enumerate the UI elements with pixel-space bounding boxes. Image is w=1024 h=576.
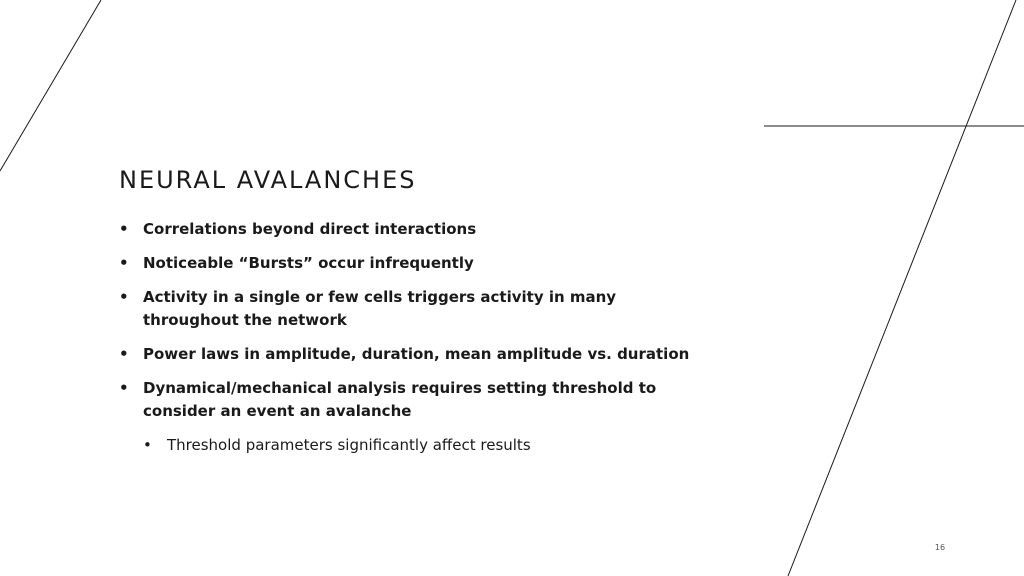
bullet-text: Correlations beyond direct interactions (143, 220, 477, 238)
bullet-dot-icon: • (119, 220, 129, 238)
bullet-text: Noticeable “Bursts” occur infrequently (143, 254, 474, 272)
sub-bullet-item (143, 434, 699, 457)
bullet-text: Power laws in amplitude, duration, mean amplitude vs. duration (143, 345, 690, 363)
sub-bullet-text: Threshold parameters significantly affect results (167, 436, 531, 454)
bullet-dot-icon: • (143, 436, 152, 454)
bullet-list (119, 218, 699, 468)
bullet-item (119, 377, 699, 423)
bullet-item (119, 252, 699, 275)
bullet-item (119, 218, 699, 241)
bullet-text: Activity in a single or few cells triggers activity in many throughout the network (143, 288, 617, 329)
bullet-dot-icon: • (119, 288, 129, 306)
page-number: 16 (934, 543, 946, 552)
bullet-dot-icon: • (119, 379, 129, 397)
bullet-text: Dynamical/mechanical analysis requires setting threshold to consider an event an avalanche (143, 379, 657, 420)
bullet-item (119, 286, 699, 332)
bullet-dot-icon: • (119, 254, 129, 272)
slide-title: NEURAL AVALANCHES (119, 166, 417, 194)
bullet-dot-icon: • (119, 345, 129, 363)
bullet-item (119, 343, 699, 366)
right-diagonal-line (788, 0, 1016, 576)
top-left-diagonal-line (0, 0, 101, 171)
